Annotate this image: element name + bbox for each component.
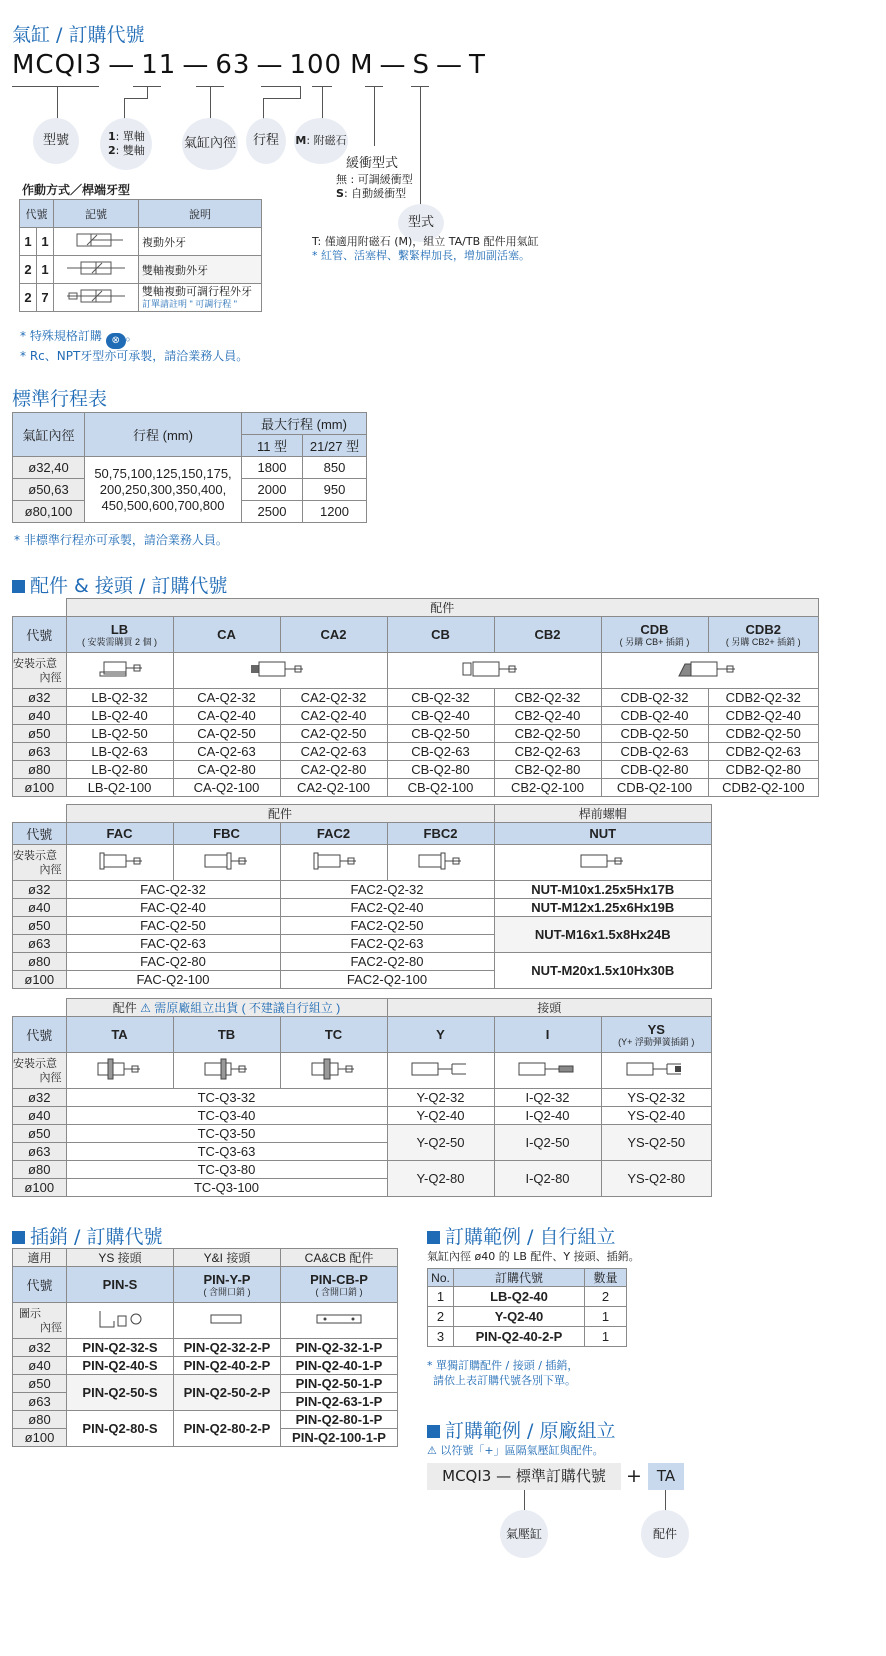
i-joint-icon xyxy=(513,1058,583,1080)
ca-mount-icon xyxy=(245,658,315,680)
acc-title: 配件 & 接頭 / 訂購代號 xyxy=(12,571,227,598)
stroke-title: 標準行程表 xyxy=(12,388,108,410)
ys-joint-icon xyxy=(621,1058,691,1080)
table-cell: CA2-Q2-80 xyxy=(280,761,387,779)
table-cell: CDB2-Q2-63 xyxy=(708,743,819,761)
table-cell: CDB-Q2-100 xyxy=(601,779,708,797)
table-cell: CA-Q2-63 xyxy=(173,743,280,761)
table-cell: CDB-Q2-40 xyxy=(601,707,708,725)
table-cell: CA2-Q2-50 xyxy=(280,725,387,743)
table-cell: CA2-Q2-40 xyxy=(280,707,387,725)
table-cell: CB-Q2-63 xyxy=(387,743,494,761)
code-rod: 11 xyxy=(141,50,177,80)
table-cell: CA-Q2-100 xyxy=(173,779,280,797)
table-cell: CB2-Q2-80 xyxy=(494,761,601,779)
example1-title: 訂購範例 / 自行組立 xyxy=(427,1222,615,1249)
action-table: 代號 記號 說明 1 1 複動外牙 2 1 雙軸複動外牙 2 7 雙軸複動可調行程外牙 訂單請註明 " 可調行程 " xyxy=(19,199,262,312)
circle-cylinder: 氣壓缸 xyxy=(500,1510,548,1558)
table-cell: CB2-Q2-63 xyxy=(494,743,601,761)
table-cell: CDB2-Q2-32 xyxy=(708,689,819,707)
ta-mount-icon xyxy=(90,1058,150,1080)
table-cell: CA-Q2-32 xyxy=(173,689,280,707)
code-model: MCQI3 xyxy=(12,50,103,80)
code-cushion: S xyxy=(412,50,431,80)
y-joint-icon xyxy=(406,1058,476,1080)
pin-table: 適用 YS 接頭 Y&I 接頭 CA&CB 配件 代號 PIN-S PIN-Y-P ( 含開口銷 ) PIN-CB-P ( 含開口銷 ) 圖示 內徑 ø32 PIN-Q2-32-S PIN-Q2-32-2-P PIN-Q2-32-1-P ø40 PIN-Q2-40-S PIN-Q2-40-2-P PIN-Q2-40-1-P ø50 PIN-Q2-50-S PIN-Q2-50-2-P PIN-Q2-50-1-P ø63 PIN-Q2-63-1-P ø80 PIN-Q2-80-S PIN-Q2-80-2-P PIN-Q2-80-1-P ø100 PIN-Q2-100-1-P xyxy=(12,1248,398,1447)
lb-mount-icon xyxy=(90,658,150,680)
table-cell: CDB2-Q2-80 xyxy=(708,761,819,779)
fac2-mount-icon xyxy=(304,850,364,872)
example1-note2: 請依上表訂購代號各別下單。 xyxy=(433,1374,576,1387)
fbc2-mount-icon xyxy=(411,850,471,872)
example2-ta: TA xyxy=(648,1463,684,1490)
pin-s-icon xyxy=(90,1308,150,1330)
example1-note1: * 單獨訂購配件 / 接頭 / 插銷， xyxy=(427,1359,579,1372)
table-cell: CA-Q2-80 xyxy=(173,761,280,779)
action-title: 作動方式／桿端牙型 xyxy=(22,183,131,197)
label-rod: 1: 單軸 2: 雙軸 xyxy=(100,118,152,170)
acc-table-3: 配件 ⚠ 需原廠組立出貨 ( 不建議自行組立 ) 接頭 代號 TA TB TC Y I YS (Y+ 浮動彈簧插銷 ) 安裝示意 內徑 ø32 TC-Q3-32 Y-Q2-32 I-Q2-32 YS-Q2-32 ø40 TC-Q3-40 Y-Q2-40 I-Q2-40 YS-Q2-40 ø50 TC-Q3-50 Y-Q2-50 I-Q2-50 YS-Q2-50 ø63 TC-Q3-63 ø80 TC-Q3-80 Y-Q2-80 I-Q2-80 YS-Q2-80 ø100 TC-Q3-100 xyxy=(12,998,712,1197)
example1-desc: 氣缸內徑 ø40 的 LB 配件、Y 接頭、插銷。 xyxy=(427,1250,640,1263)
fbc-mount-icon xyxy=(197,850,257,872)
table-cell: CB-Q2-40 xyxy=(387,707,494,725)
plus-sign: + xyxy=(626,1465,642,1487)
cushion-s: S: 自動緩衝型 xyxy=(336,187,407,200)
cdb-mount-icon xyxy=(675,658,745,680)
stroke-table: 氣缸內徑 行程 (mm) 最大行程 (mm) 11 型 21/27 型 ø32,40 50,75,100,125,150,175, 200,250,300,350,400, 450,500,600,700,800 1800 850 ø50,63 2000 950 ø80,100 2500 1200 xyxy=(12,412,367,523)
note-special: * 特殊規格訂購 ⊗ 。 xyxy=(20,327,138,349)
table-row: ø40 LB-Q2-40 CA-Q2-40 CA2-Q2-40 CB-Q2-40 CB2-Q2-40 CDB-Q2-40 CDB2-Q2-40 xyxy=(13,707,819,725)
table-cell: CA2-Q2-100 xyxy=(280,779,387,797)
stroke-note: * 非標準行程亦可承製，請洽業務人員。 xyxy=(14,533,228,547)
type-note: * 紅管、活塞桿、繫緊桿加長，增加副活塞。 xyxy=(312,249,530,262)
table-row: ø100 LB-Q2-100 CA-Q2-100 CA2-Q2-100 CB-Q2-100 CB2-Q2-100 CDB-Q2-100 CDB2-Q2-100 xyxy=(13,779,819,797)
table-cell: CDB-Q2-50 xyxy=(601,725,708,743)
pin-y-icon xyxy=(197,1308,257,1330)
table-cell: CDB-Q2-63 xyxy=(601,743,708,761)
order-title: 氣缸 / 訂購代號 xyxy=(12,24,145,46)
example1-table: No. 訂購代號 數量 1 LB-Q2-40 2 2 Y-Q2-40 1 3 PIN-Q2-40-2-P 1 xyxy=(427,1268,627,1347)
code-mag: M xyxy=(350,50,374,80)
table-cell: CA2-Q2-63 xyxy=(280,743,387,761)
table-cell: CDB-Q2-80 xyxy=(601,761,708,779)
tb-mount-icon xyxy=(197,1058,257,1080)
table-cell: CDB-Q2-32 xyxy=(601,689,708,707)
label-stroke: 行程 xyxy=(246,118,286,164)
table-cell: CDB2-Q2-40 xyxy=(708,707,819,725)
label-cushion: 緩衝型式 xyxy=(346,156,399,171)
label-type: 型式 xyxy=(398,204,444,242)
warning-icon: ⚠ xyxy=(140,1001,151,1015)
table-cell: CA2-Q2-32 xyxy=(280,689,387,707)
adjustable-stroke-symbol-icon xyxy=(65,288,127,304)
example2-note: ⚠ 以符號「+」區隔氣壓缸與配件。 xyxy=(427,1444,604,1457)
table-cell: CB2-Q2-50 xyxy=(494,725,601,743)
type-t: T: 僅適用附磁石 (M)，組立 TA/TB 配件用氣缸 xyxy=(312,235,539,248)
pin-cb-icon xyxy=(309,1308,369,1330)
code-type: T xyxy=(469,50,486,80)
double-rod-symbol-icon xyxy=(65,260,127,276)
table-cell: CDB2-Q2-50 xyxy=(708,725,819,743)
table-cell: CB-Q2-100 xyxy=(387,779,494,797)
cb-mount-icon xyxy=(459,658,529,680)
tc-mount-icon xyxy=(304,1058,364,1080)
table-cell: LB-Q2-100 xyxy=(66,779,173,797)
table-row: ø32 LB-Q2-32 CA-Q2-32 CA2-Q2-32 CB-Q2-32 CB2-Q2-32 CDB-Q2-32 CDB2-Q2-32 xyxy=(13,689,819,707)
fac-mount-icon xyxy=(90,850,150,872)
table-cell: LB-Q2-50 xyxy=(66,725,173,743)
special-order-icon: ⊗ xyxy=(106,333,126,349)
example2-code: MCQI3 — 標準訂購代號 xyxy=(427,1463,621,1490)
nut-mount-icon xyxy=(573,850,633,872)
table-row: ø50 LB-Q2-50 CA-Q2-50 CA2-Q2-50 CB-Q2-50 CB2-Q2-50 CDB-Q2-50 CDB2-Q2-50 xyxy=(13,725,819,743)
table-cell: CB2-Q2-40 xyxy=(494,707,601,725)
code-bore: 63 xyxy=(215,50,251,80)
label-model: 型號 xyxy=(33,118,79,164)
table-cell: CA-Q2-50 xyxy=(173,725,280,743)
table-cell: CB2-Q2-100 xyxy=(494,779,601,797)
label-bore: 氣缸內徑 xyxy=(182,118,238,170)
circle-accessory: 配件 xyxy=(641,1510,689,1558)
table-cell: CDB2-Q2-100 xyxy=(708,779,819,797)
model-code: MCQI3 — 11 — 63 — 100 M — S — T xyxy=(12,50,486,80)
table-cell: CA-Q2-40 xyxy=(173,707,280,725)
example2-title: 訂購範例 / 原廠組立 xyxy=(427,1416,615,1443)
label-magnet: M: 附磁石 xyxy=(294,118,348,164)
table-cell: CB2-Q2-32 xyxy=(494,689,601,707)
warning-icon: ⚠ xyxy=(427,1444,437,1457)
table-row: ø80 LB-Q2-80 CA-Q2-80 CA2-Q2-80 CB-Q2-80 CB2-Q2-80 CDB-Q2-80 CDB2-Q2-80 xyxy=(13,761,819,779)
single-rod-symbol-icon xyxy=(65,232,127,248)
cushion-none: 無 : 可調緩衝型 xyxy=(336,173,413,186)
table-cell: LB-Q2-40 xyxy=(66,707,173,725)
table-cell: CB-Q2-32 xyxy=(387,689,494,707)
table-cell: CB-Q2-50 xyxy=(387,725,494,743)
pin-title: 插銷 / 訂購代號 xyxy=(12,1222,162,1249)
note-rc-npt: * Rc、NPT牙型亦可承製，請洽業務人員。 xyxy=(20,349,249,363)
table-cell: LB-Q2-80 xyxy=(66,761,173,779)
acc-table-2: 配件 桿前螺帽 代號 FAC FBC FAC2 FBC2 NUT 安裝示意 內徑 ø32 FAC-Q2-32 FAC2-Q2-32 NUT-M10x1.25x5Hx17B ø40 FAC-Q2-40 FAC2-Q2-40 NUT-M12x1.25x6Hx19B ø50 FAC-Q2-50 FAC2-Q2-50 NUT-M16x1.5x8Hx24B ø63 FAC-Q2-63 FAC2-Q2-63 ø80 FAC-Q2-80 FAC2-Q2-80 NUT-M20x1.5x10Hx30B ø100 FAC-Q2-100 FAC2-Q2-100 xyxy=(12,804,712,989)
code-stroke: 100 xyxy=(289,50,343,80)
acc-table-1: 配件 代號 LB ( 安裝需購買 2 個 ) CA CA2 CB CB2 CDB ( 另購 CB+ 插銷 ) CDB2 ( 另購 CB2+ 插銷 ) 安裝示意 內徑 ø32 LB-Q2-32 CA-Q2-32 CA2-Q2-32 CB-Q2-32 CB2-Q2-32 CDB-Q2-32 CDB2-Q2-32 ø40 LB-Q2-40 CA-Q2-40 CA2-Q2-40 CB-Q2-40 CB2-Q2-40 CDB-Q2-40 CDB2-Q2-40 ø50 LB-Q2-50 CA-Q2-50 CA2-Q2-50 CB-Q2-50 CB2-Q2-50 CDB-Q2-50 CDB2-Q2-50 ø63 LB-Q2-63 CA-Q2-63 CA2-Q2-63 CB-Q2-63 CB2-Q2-63 CDB-Q2-63 CDB2-Q2-63 ø80 LB-Q2-80 CA-Q2-80 CA2-Q2-80 CB-Q2-80 CB2-Q2-80 CDB-Q2-80 CDB2-Q2-80 ø100 LB-Q2-100 CA-Q2-100 CA2-Q2-100 CB-Q2-100 CB2-Q2-100 CDB-Q2-100 CDB2-Q2-100 xyxy=(12,598,819,797)
table-cell: LB-Q2-63 xyxy=(66,743,173,761)
table-cell: CB-Q2-80 xyxy=(387,761,494,779)
table-row: ø63 LB-Q2-63 CA-Q2-63 CA2-Q2-63 CB-Q2-63 CB2-Q2-63 CDB-Q2-63 CDB2-Q2-63 xyxy=(13,743,819,761)
table-cell: LB-Q2-32 xyxy=(66,689,173,707)
